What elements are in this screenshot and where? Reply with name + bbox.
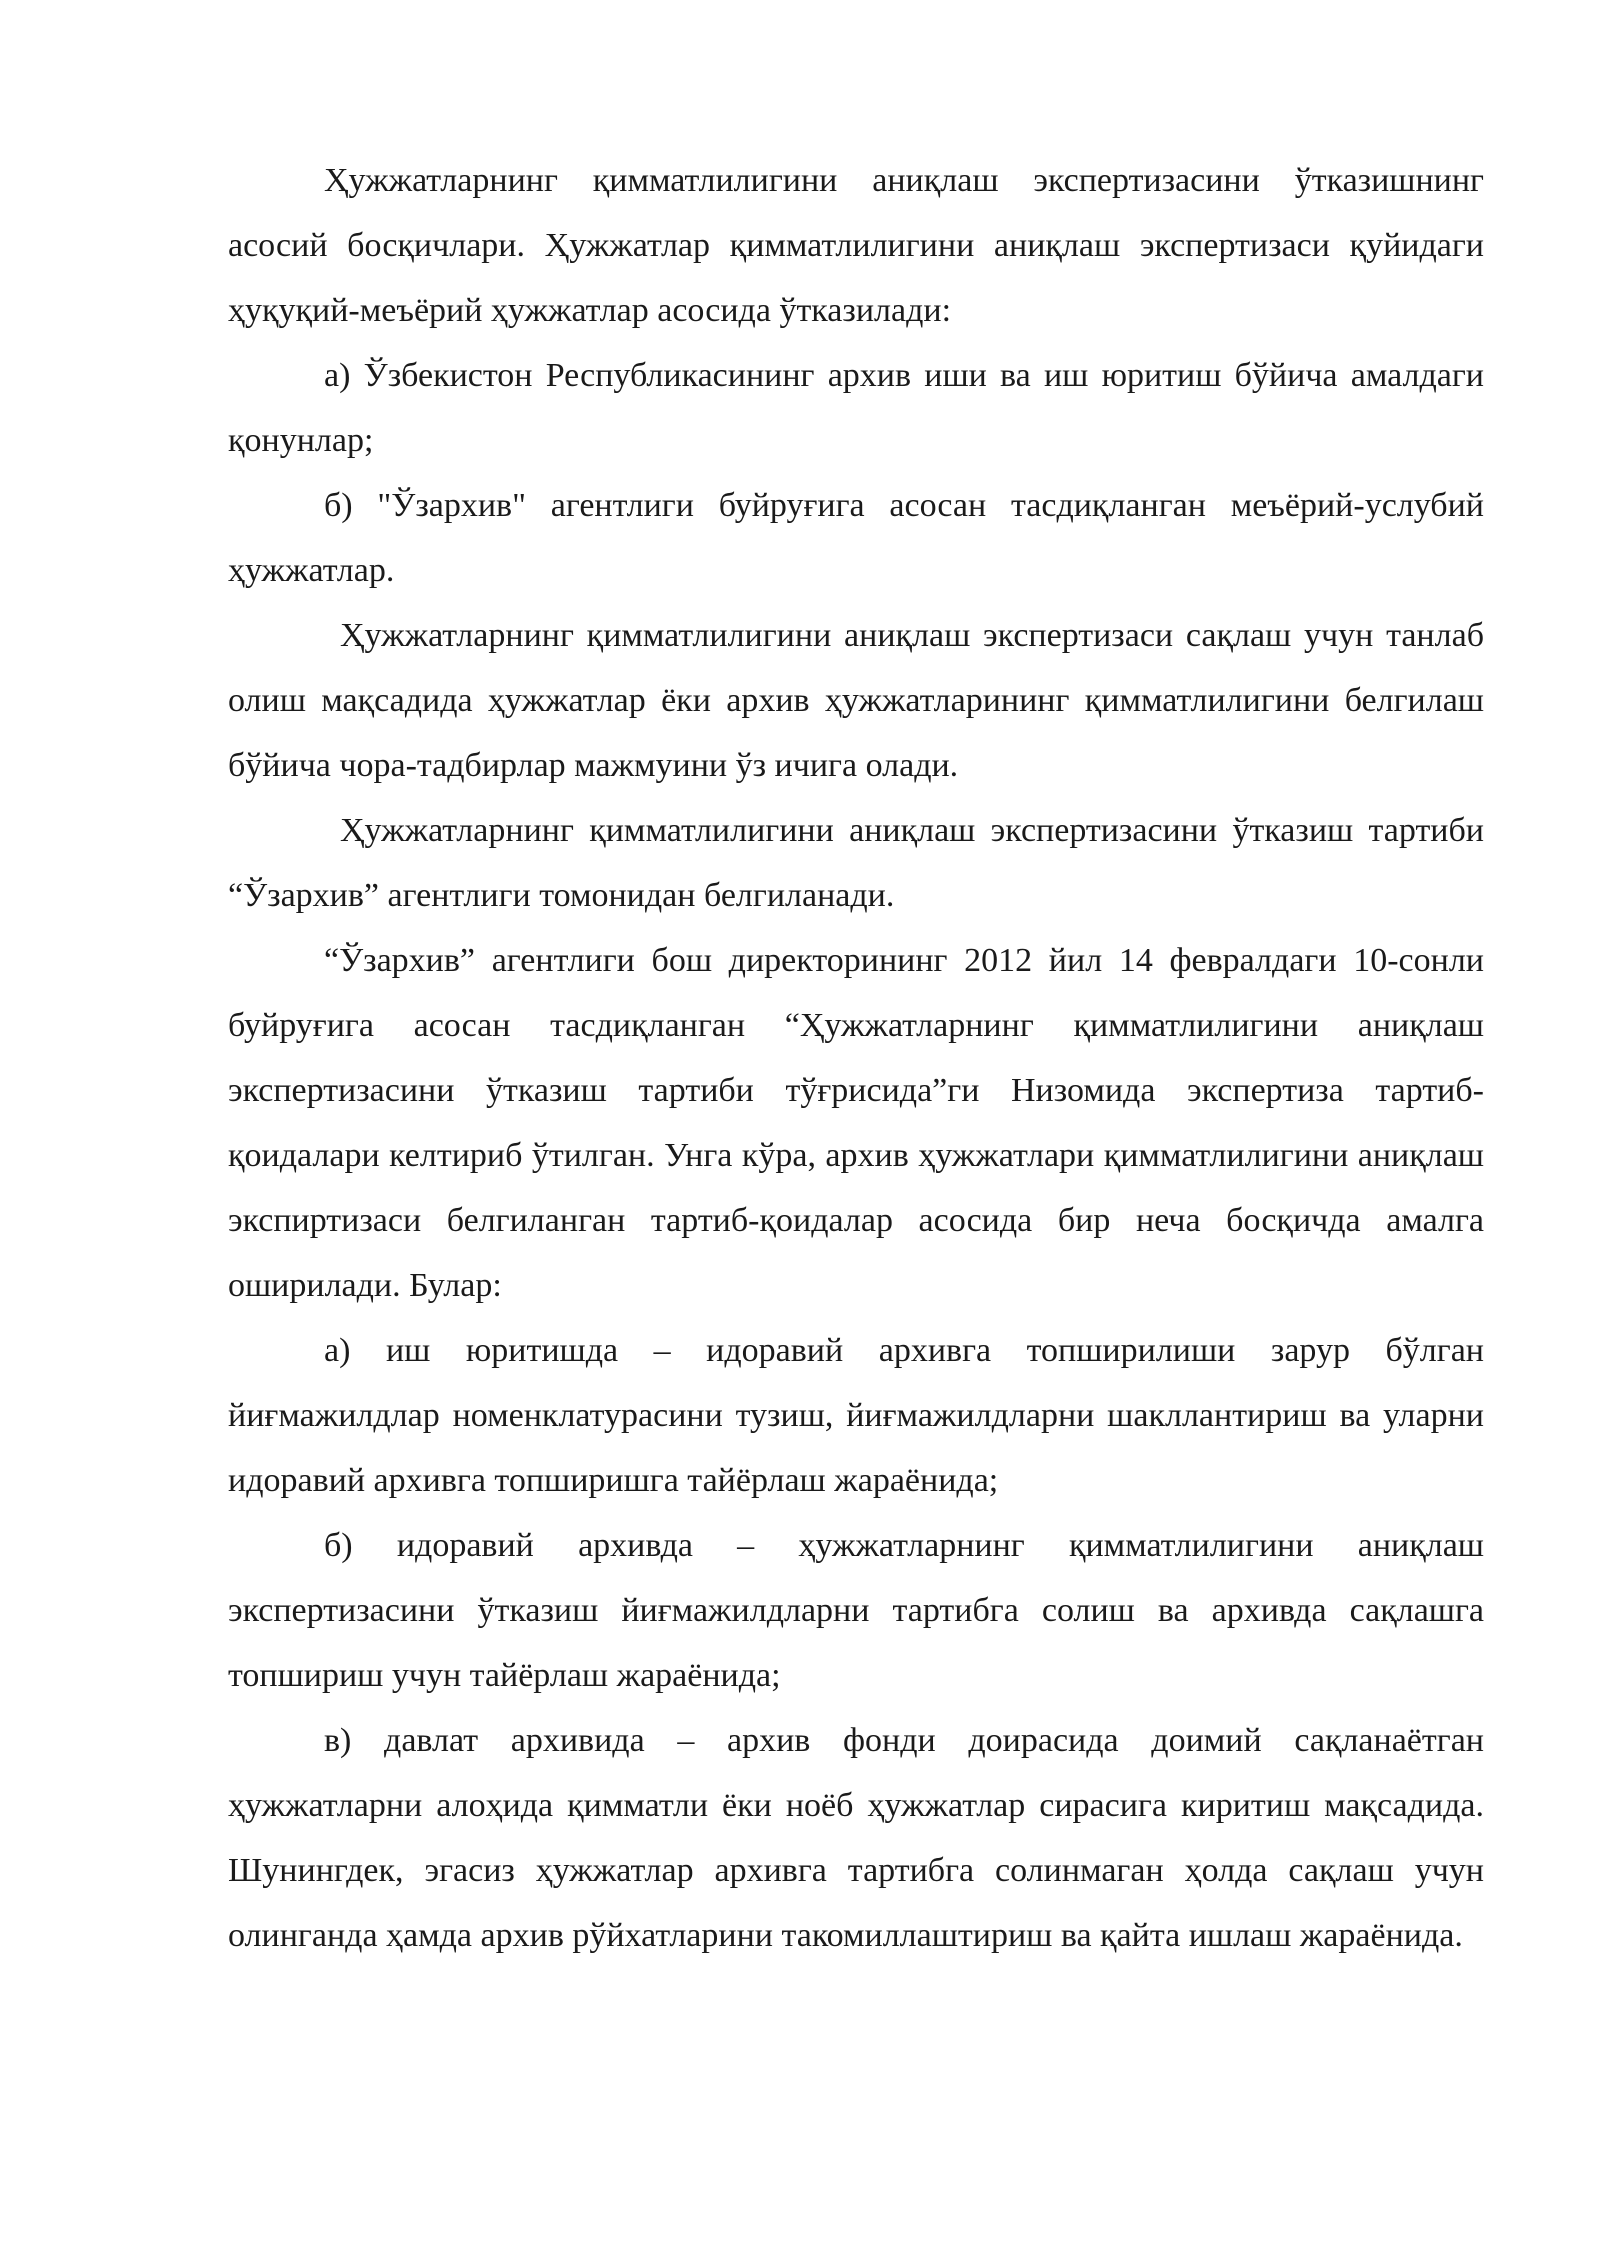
paragraph-expertise-procedure: Ҳужжатларнинг қимматлилигини аниқлаш экспертизасини ўтказиш тартиби “Ўзархив” агентлиги томонидан белгиланади. <box>228 812 1484 914</box>
paragraph-item-a: а) Ўзбекистон Республикасининг архив иши ва иш юритиш бўйича амалдаги қонунлар; <box>228 357 1484 459</box>
document-body <box>228 148 1484 1968</box>
paragraph-intro: Ҳужжатларнинг қимматлилигини аниқлаш экспертизасини ўтказишнинг асосий босқичлари. Ҳужжатлар қимматлилигини аниқлаш экспертизаси қуйидаги ҳуқуқий-меъёрий ҳужжатлар асосида ўтказилади: <box>228 162 1484 329</box>
paragraph-stage-a: а) иш юритишда – идоравий архивга топширилиши зарур бўлган йиғмажилдлар номенклатурасини тузиш, йиғмажилдларни шакллантириш ва уларни идоравий архивга топширишга тайёрлаш жараёнида; <box>228 1332 1484 1499</box>
paragraph-item-b: б) "Ўзархив" агентлиги буйруғига асосан тасдиқланган меъёрий-услубий ҳужжатлар. <box>228 487 1484 589</box>
paragraph-stage-b: б) идоравий архивда – ҳужжатларнинг қимматлилигини аниқлаш экспертизасини ўтказиш йиғмажилдларни тартибга солиш ва архивда сақлашга топшириш учун тайёрлаш жараёнида; <box>228 1527 1484 1694</box>
paragraph-stage-c: в) давлат архивида – архив фонди доирасида доимий сақланаётган ҳужжатларни алоҳида қимматли ёки ноёб ҳужжатлар сирасига киритиш мақсадида. Шунингдек, эгасиз ҳужжатлар архивга тартибга солинмаган ҳолда сақлаш учун олинганда ҳамда архив рўйхатларини такомиллаштириш ва қайта ишлаш жараёнида. <box>228 1722 1484 1954</box>
paragraph-regulation: “Ўзархив” агентлиги бош директорининг 2012 йил 14 февралдаги 10-сонли буйруғига асосан тасдиқланган “Ҳужжатларнинг қимматлилигини аниқлаш экспертизасини ўтказиш тартиби тўғрисида”ги Низомида экспертиза тартиб-қоидалари келтириб ўтилган. Унга кўра, архив ҳужжатлари қимматлилигини аниқлаш экспиртизаси белгиланган тартиб-қоидалар асосида бир неча босқичда амалга оширилади. Булар: <box>228 942 1484 1304</box>
paragraph-expertise-definition: Ҳужжатларнинг қимматлилигини аниқлаш экспертизаси сақлаш учун танлаб олиш мақсадида ҳужжатлар ёки архив ҳужжатларининг қимматлилигини белгилаш бўйича чора-тадбирлар мажмуини ўз ичига олади. <box>228 617 1484 784</box>
